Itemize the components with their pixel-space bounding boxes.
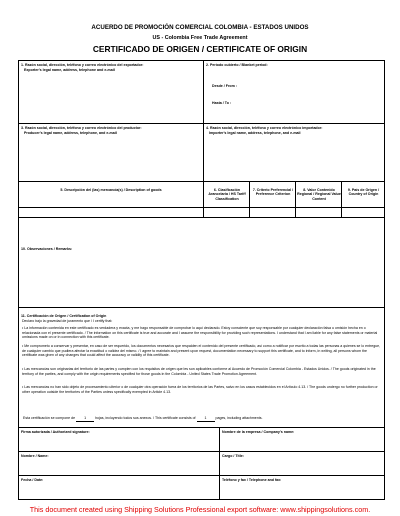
regional-value-label: 8. Valor Contenido Regional / Regional Value Content: [297, 188, 341, 201]
goods-description-header: [19, 181, 203, 207]
signature-field[interactable]: [19, 427, 219, 451]
signature-label: Firma autorizada / Authorized signature:: [21, 430, 90, 434]
exporter-label-en: Exporter's legal name, address, telephone and e-mail: [24, 67, 115, 72]
blanket-period-label: 2. Período cubierto / Blanket period:: [206, 63, 268, 67]
certificate-form: [18, 60, 385, 500]
hs-classification-header: [203, 181, 249, 207]
phone-label: Teléfono y fax / Telephone and fax:: [222, 478, 282, 482]
to-label: Hasta / To :: [212, 101, 232, 105]
regional-value-cell[interactable]: [295, 207, 341, 217]
producer-label-en: Producer's legal name, address, telephone, and e-mail: [24, 130, 117, 135]
country-origin-label: 9. País de Origen / Country of Origin: [347, 188, 380, 197]
date-label: Fecha / Date:: [21, 478, 44, 482]
company-name-field[interactable]: [219, 427, 384, 451]
page-count-line: [23, 416, 383, 422]
page-count-pre: Esta certificación se compone de: [23, 416, 76, 420]
declaration-point-3: • Las mercancías son originarias del territorio de las partes y cumplen con los requisitos de origen que les son aplicables conforme al Acuerdo de Promoción Comercial Colombia - Estados Unidos. / The goods originated in the territory of the parties, and comply with the origin requirements specified for those goods in the Colombia - United States Trade Promotion Agreement.: [22, 367, 376, 376]
country-origin-header: [341, 181, 384, 207]
declaration-point-4: • Las mercancías no han sido objeto de procesamiento ulterior o de cualquier otra operación fuera de los territorios de las Partes, salvo en los casos establecidos en el Artículo 4.13. / The goods undergo no further production or other operation outside the territories of the Parties unless specifically exempted in Article 4.13.: [22, 385, 378, 394]
date-field[interactable]: [19, 475, 219, 499]
company-name-label: Nombre de la empresa / Company's name:: [222, 430, 295, 434]
document-title: CERTIFICADO DE ORIGEN / CERTIFICATE OF ORIGIN: [92, 44, 308, 54]
name-field[interactable]: [19, 451, 219, 475]
exporter-field[interactable]: [19, 61, 203, 123]
importer-field[interactable]: [203, 123, 384, 181]
certification-section: [19, 307, 384, 427]
page-count-post: pages, including attachments.: [215, 416, 263, 420]
preference-criterion-header: [249, 181, 295, 207]
agreement-title: ACUERDO DE PROMOCIÓN COMERCIAL COLOMBIA - ESTADOS UNIDOS: [91, 24, 309, 31]
remarks-field[interactable]: [19, 217, 384, 307]
hs-classification-cell[interactable]: [203, 207, 249, 217]
preference-criterion-cell[interactable]: [249, 207, 295, 217]
name-label: Nombre / Name:: [21, 454, 49, 458]
producer-label: 3. Razón social, dirección, teléfono y correo electrónico del productor:: [21, 126, 142, 130]
exporter-label: 1. Razón social, dirección, teléfono y correo electrónico del exportador:: [21, 63, 144, 67]
declaration-point-2: • Me comprometo a conservar y presentar, en caso de ser requerido, los documentos necesarios que respalden el contenido del presente certificado, así como a notificar por escrito a todas las personas a quienes se lo entregue, de cualquier cambio que pudiera afectar la exactitud o validez del mismo. / I agree to maintain and present upon request, documentation necessary to support this certificate, and to inform, in writing, all persons whom the certificate was given of any changes that could affect the accuracy or validity of this certificate.: [22, 344, 381, 357]
from-label: Desde / From :: [212, 84, 237, 88]
declaration-intro: Declaro bajo la gravedad de juramento que / I certify that:: [22, 319, 113, 323]
footer-note: This document created using Shipping Solutions Professional export software: www.shippingsolutions.com.: [29, 505, 371, 514]
hs-classification-label: 6. Clasificación Arancelaria / HS Tariff Classification: [208, 188, 246, 201]
certification-label: 11. Certificación de Origen / Certification of Origin: [21, 314, 107, 318]
producer-field[interactable]: [19, 123, 203, 181]
importer-label-en: Importer's legal name, address, telephone, and e-mail: [209, 130, 301, 135]
goods-description-label: 5. Descripción del (las) mercancía(s) / Description of goods: [60, 188, 162, 192]
declaration-point-1: • La información contenida en este certificado es verdadera y exacta, y me hago responsable de comprobar lo aquí declarado. Estoy consciente que soy responsable por cualquier declaración falsa u omisión hecha en o relacionada con el presente certificado. / The information on this certificate is true and accurate and I assume the responsibility for providing such representations. I understand that I am liable for any false statements or material omissions made on or in connection with this certificate.: [22, 326, 378, 339]
preference-criterion-label: 7. Criterio Preferencial / Preference Criterion: [252, 188, 294, 197]
phone-field[interactable]: [219, 475, 384, 499]
blanket-period-field[interactable]: [203, 61, 384, 123]
page-count-mid: hojas, incluyendo todos sus anexos. / This certificate consists of: [95, 416, 196, 420]
page-count-sheets[interactable]: 1: [76, 416, 94, 422]
agreement-subtitle: US - Colombia Free Trade Agreement: [152, 35, 248, 41]
remarks-label: 10. Observaciones / Remarks:: [21, 247, 73, 251]
page-count-pages[interactable]: 1: [197, 416, 215, 422]
regional-value-header: [295, 181, 341, 207]
country-origin-cell[interactable]: [341, 207, 384, 217]
title-label: Cargo / Title:: [222, 454, 244, 458]
goods-description-cell[interactable]: [19, 207, 203, 217]
importer-label: 4. Razón social, dirección, teléfono y correo electrónico importador:: [206, 126, 323, 130]
title-field[interactable]: [219, 451, 384, 475]
